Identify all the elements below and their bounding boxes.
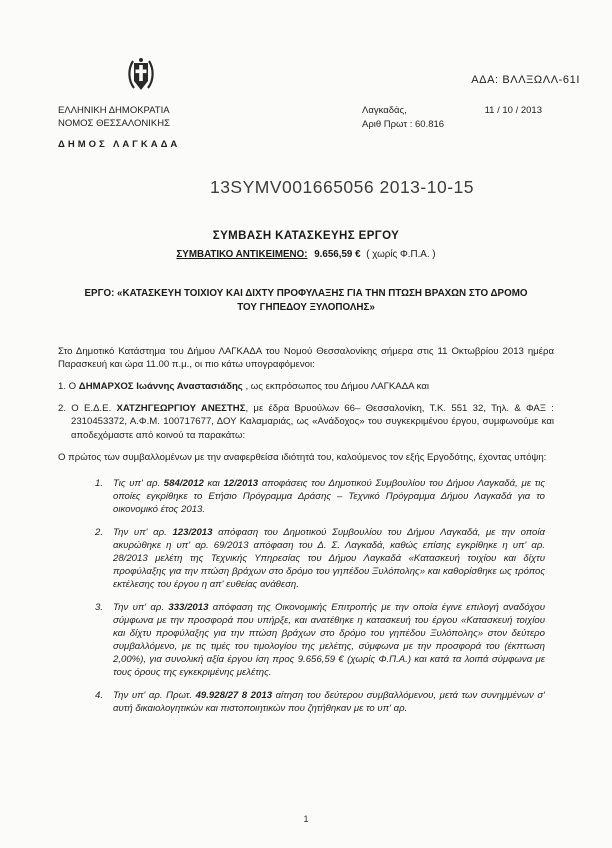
prelude-paragraph: Ο πρώτος των συμβαλλομένων με την αναφερθείσα ιδιότητά του, καλούμενος τον εξής Εργοδότης, έχοντας υπόψη:	[58, 451, 547, 463]
document-body	[58, 345, 554, 715]
subject-label: ΣΥΜΒΑΤΙΚΟ ΑΝΤΙΚΕΙΜΕΝΟ:	[176, 248, 308, 260]
document-header	[58, 56, 554, 151]
protocol-line	[362, 118, 554, 132]
page-number: 1	[303, 814, 309, 824]
place-label: Λαγκαδάς,	[362, 105, 407, 116]
subject-vat-note: ( χωρίς Φ.Π.Α. )	[366, 248, 436, 260]
org-line-municipality: ΔΗΜΟΣ ΛΑΓΚΑΔΑ	[58, 138, 181, 150]
issuer-block	[58, 56, 223, 151]
list-item-text: Τις υπ' αρ. 584/2012 και 12/2013 αποφάσεις του Δημοτικού Συμβουλίου του Δήμου Λαγκαδά, με τις οποίες εγκρίθηκε το Ετήσιο Πρόγραμμα Δράσης – Τεχνικό Πρόγραμμα Δήμου Λαγκαδά για το οικονομικό έτος 2013.	[113, 477, 545, 515]
subject-amount: 9.656,59 €	[314, 248, 361, 260]
considerations-list	[58, 477, 554, 716]
list-item	[95, 601, 545, 679]
registry-number: 13SYMV001665056 2013-10-15	[209, 176, 475, 197]
document-date: 11 / 10 / 2013	[484, 105, 542, 116]
list-item-text: Την υπ' αρ. 123/2013 απόφαση του Δημοτικού Συμβουλίου του Δήμου Λαγκαδά, με την οποία ακυρώθηκε η υπ' αρ. 69/2013 απόφαση του Δ. Σ. Λαγκαδά, καθώς επίσης εγκρίθηκε η υπ' αρ. 28/2013 μελέτη της Τεχνικής Υπηρεσίας του Δήμου Λαγκαδά «Κατασκευή τοιχίου και δίχτυ προφύλαξης για την πτώση βράχων στο δρόμο του γηπέδου Ξυλόπολης» και καθορίσθηκε ως τρόπος εκτέλεσης του έργου η απ' ευθείας ανάθεση.	[113, 526, 545, 590]
list-item-number: 4.	[95, 690, 104, 702]
list-item-text: Την υπ' αρ. Πρωτ. 49.928/27 8 2013 αίτηση του δεύτερου συμβαλλόμενου, μετά των συνημμένων σ' αυτή δικαιολογητικών και πιστοποιητικών που ζητήθηκαν με το υπ' αρ.	[113, 690, 545, 715]
protocol-number: 60.816	[415, 119, 445, 131]
list-item	[95, 526, 545, 591]
list-item-text: Την υπ' αρ. 333/2013 απόφαση της Οικονομικής Επιτροπής με την οποία έγινε επιλογή αναδόχου σύμφωνα με την προσφορά που υπήρξε, και ανατέθηκε η κατασκευή του έργου «Κατασκευή τοιχίου και δίχτυ προφύλαξης για την πτώση βράχων στο δρόμο του γηπέδου Ξυλόπολης» στον δεύτερο συμβαλλόμενο, με τις τιμές του τιμολογίου της μελέτης, σύμφωνα με την προσφορά του (έκπτωση 2,00%), για συνολική αξία έργου ίση προς 9.656,59 € (χωρίς Φ.Π.Α.) και κατά τα λοιπά σύμφωνα με τους όρους της εγκεκριμένης μελέτης.	[113, 602, 546, 679]
org-line-prefecture: ΝΟΜΟΣ ΘΕΣΣΑΛΟΝΙΚΗΣ	[58, 118, 170, 130]
list-item-number: 1.	[95, 477, 104, 489]
hellenic-republic-emblem-icon	[58, 56, 223, 99]
party-2-paragraph: 2. Ο Ε.Δ.Ε. ΧΑΤΖΗΓΕΩΡΓΙΟΥ ΑΝΕΣΤΗΣ, με έδρα Βρυούλων 66– Θεσσαλονίκη, Τ.Κ. 551 32, Τηλ. & ΦΑΞ : 2310453372, Α.Φ.Μ. 100717677, ΔΟΥ Καλαμαριάς, ως «Ανάδοχος» του συγκεκριμένου έργου, συμφωνούμε και αποδεχόμαστε από κοινού τα παρακάτω:	[58, 403, 554, 441]
org-line-republic: ΕΛΛΗΝΙΚΗ ΔΗΜΟΚΡΑΤΙΑ	[58, 105, 170, 116]
party-1-paragraph: 1. Ο ΔΗΜΑΡΧΟΣ Ιωάννης Αναστασιάδης , ως εκπρόσωπος του Δήμου ΛΑΓΚΑΔΑ και	[58, 381, 429, 393]
project-title: ΕΡΓΟ: «ΚΑΤΑΣΚΕΥΗ ΤΟΙΧΙΟΥ ΚΑΙ ΔΙΧΤΥ ΠΡΟΦΥΛΑΞΗΣ ΓΙΑ ΤΗΝ ΠΤΩΣΗ ΒΡΑΧΩΝ ΣΤΟ ΔΡΟΜΟ ΤΟΥ ΓΗΠΕΔΟΥ ΞΥΛΟΠΟΛΗΣ»	[84, 287, 528, 314]
ada-code: ΑΔΑ: ΒΛΛΞΩΛΛ-61Ι	[471, 74, 580, 86]
document-page	[0, 56, 612, 848]
date-protocol-block	[362, 56, 554, 151]
intro-paragraph: Στο Δημοτικό Κατάστημα του Δήμου ΛΑΓΚΑΔΑ του Νομού Θεσσαλονίκης σήμερα στις 11 Οκτωβρίου 2013 ημέρα Παρασκευή και ώρα 11.00 π.μ., οι πιο κάτω υπογραφόμενοι:	[58, 346, 554, 371]
list-item-number: 3.	[95, 602, 104, 613]
protocol-label: Αριθ Πρωτ :	[362, 119, 413, 131]
place-date-line	[362, 104, 542, 118]
list-item	[95, 689, 545, 715]
contract-subject-line	[0, 249, 612, 260]
document-title: ΣΥΜΒΑΣΗ ΚΑΤΑΣΚΕΥΗΣ ΕΡΓΟΥ	[212, 229, 400, 242]
list-item-number: 2.	[95, 526, 104, 538]
list-item	[95, 477, 545, 516]
